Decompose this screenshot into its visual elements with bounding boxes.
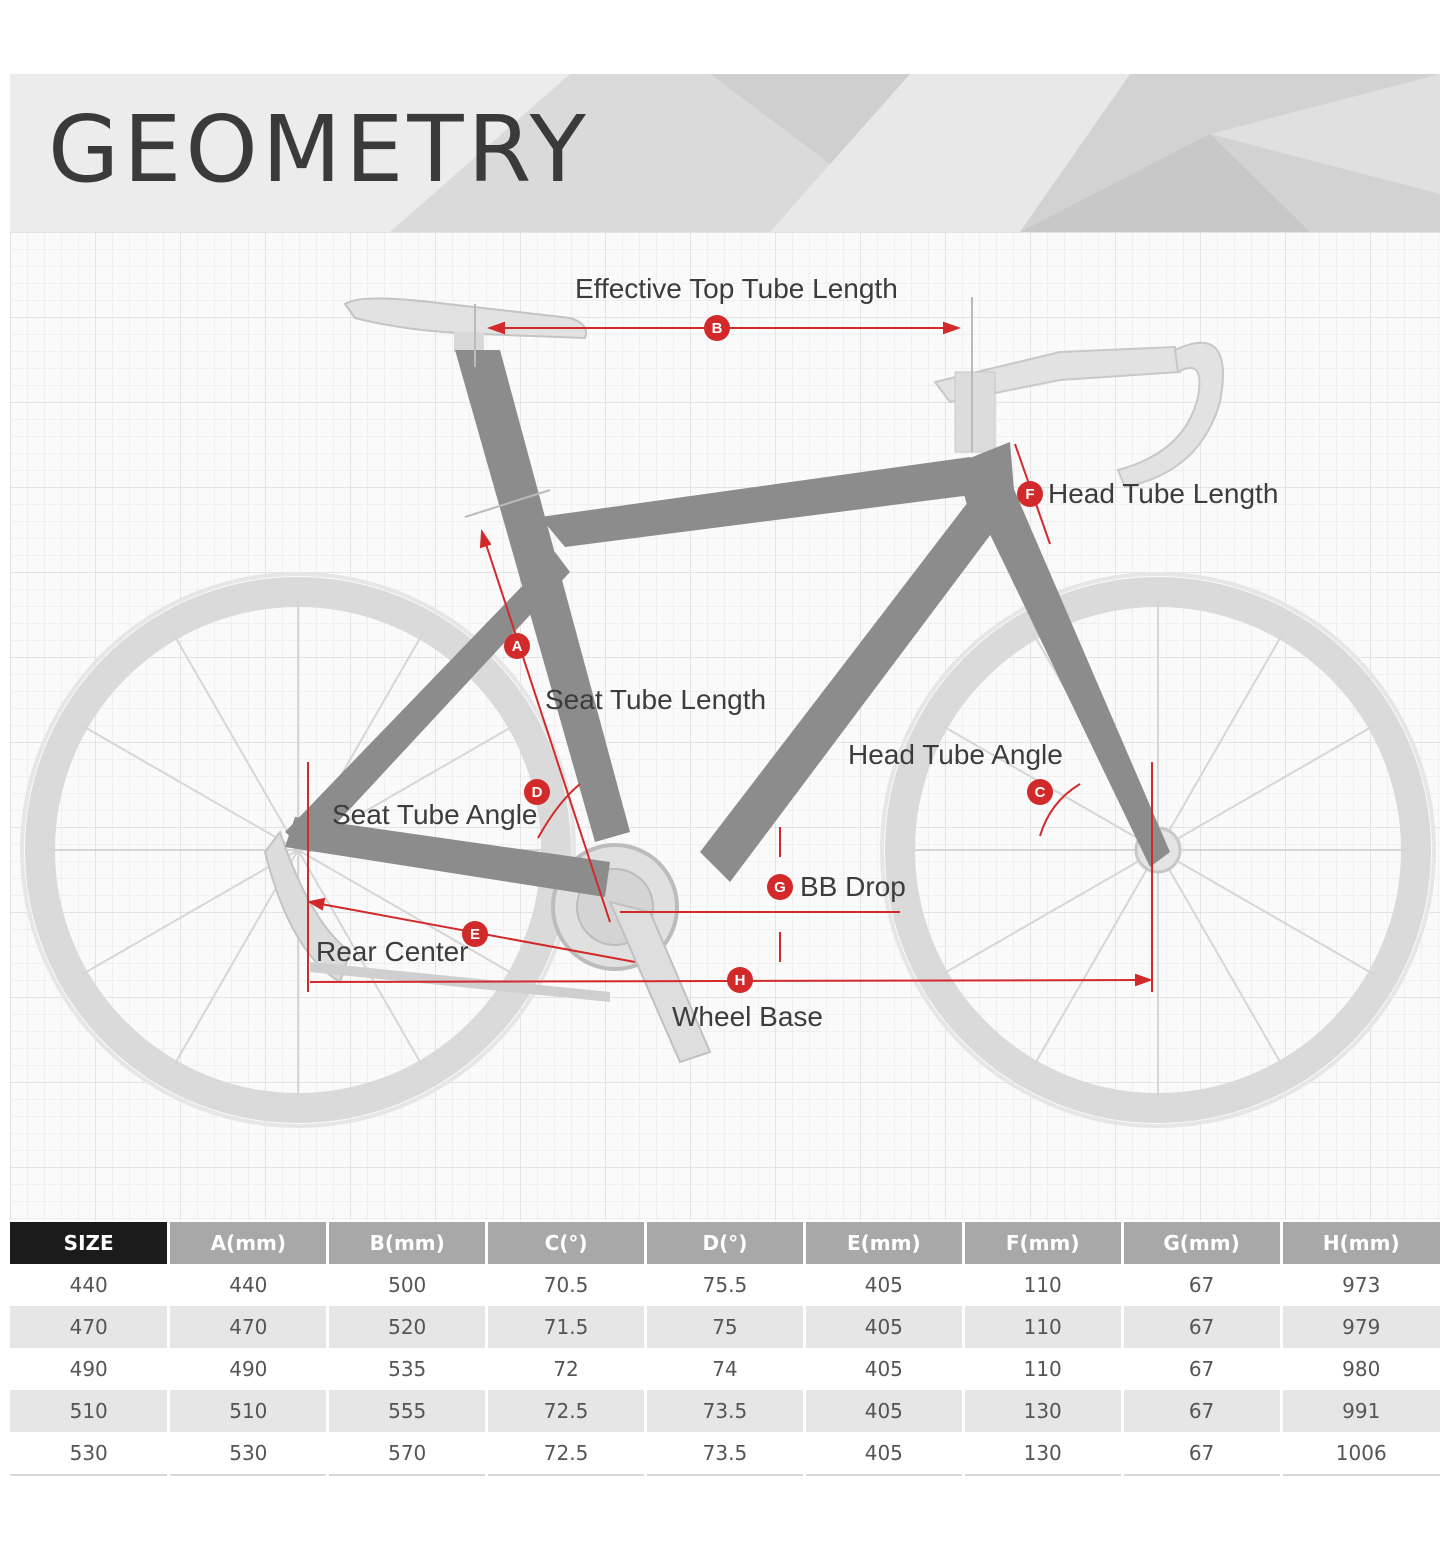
table-row <box>10 1432 1440 1475</box>
label-seat-tube-angle: Seat Tube Angle <box>332 799 538 830</box>
table-cell: 72 <box>487 1348 646 1390</box>
table-cell: 490 <box>10 1348 169 1390</box>
table-cell: 110 <box>963 1264 1122 1306</box>
col-header-b: B(mm) <box>328 1222 487 1264</box>
table-cell: 130 <box>963 1432 1122 1475</box>
col-header-g: G(mm) <box>1122 1222 1281 1264</box>
label-seat-tube-length: Seat Tube Length <box>545 684 767 715</box>
table-header-row <box>10 1222 1440 1264</box>
table-cell: 500 <box>328 1264 487 1306</box>
table-cell: 490 <box>169 1348 328 1390</box>
label-bb-drop: BB Drop <box>800 871 906 902</box>
table-cell: 470 <box>169 1306 328 1348</box>
table-row <box>10 1264 1440 1306</box>
marker-c <box>1027 779 1053 805</box>
label-rear-center: Rear Center <box>316 936 469 967</box>
svg-text:A: A <box>511 638 523 655</box>
svg-text:H: H <box>734 972 746 989</box>
table-cell: 75 <box>646 1306 805 1348</box>
table-cell: 979 <box>1281 1306 1440 1348</box>
table-cell: 67 <box>1122 1306 1281 1348</box>
table-cell: 405 <box>804 1306 963 1348</box>
marker-g <box>767 874 793 900</box>
col-header-e: E(mm) <box>804 1222 963 1264</box>
table-cell: 535 <box>328 1348 487 1390</box>
svg-text:E: E <box>469 926 481 943</box>
table-cell: 973 <box>1342 1273 1381 1297</box>
table-cell: 110 <box>963 1306 1122 1348</box>
geometry-table <box>10 1222 1440 1476</box>
table-cell: 510 <box>10 1390 169 1432</box>
marker-f <box>1017 481 1043 507</box>
table-cell: 555 <box>328 1390 487 1432</box>
marker-h <box>727 967 753 993</box>
table-cell: 520 <box>328 1306 487 1348</box>
table-row <box>10 1390 1440 1432</box>
col-header-d: D(°) <box>646 1222 805 1264</box>
col-header-a: A(mm) <box>169 1222 328 1264</box>
svg-text:G: G <box>774 879 786 896</box>
svg-text:D: D <box>531 784 543 801</box>
label-wheel-base: Wheel Base <box>672 1001 823 1032</box>
table-cell: 530 <box>169 1432 328 1475</box>
table-cell: 130 <box>963 1390 1122 1432</box>
table-cell: 405 <box>804 1264 963 1306</box>
table-cell: 110 <box>963 1348 1122 1390</box>
table-cell: 405 <box>804 1432 963 1475</box>
table-cell: 440 <box>10 1264 169 1306</box>
marker-b <box>704 315 730 341</box>
table-cell: 70.5 <box>487 1264 646 1306</box>
table-row <box>10 1306 1440 1348</box>
marker-a <box>504 633 530 659</box>
table-cell: 73.5 <box>646 1390 805 1432</box>
table-cell: 510 <box>169 1390 328 1432</box>
table-cell: 570 <box>328 1432 487 1475</box>
table-cell: 73.5 <box>646 1432 805 1475</box>
table-cell: 72.5 <box>487 1390 646 1432</box>
table-cell: 67 <box>1122 1432 1281 1475</box>
svg-text:C: C <box>1034 784 1046 801</box>
col-header-size: SIZE <box>10 1222 169 1264</box>
svg-text:B: B <box>711 320 723 337</box>
header-banner <box>10 74 1440 232</box>
col-header-f: F(mm) <box>963 1222 1122 1264</box>
table-cell: 470 <box>10 1306 169 1348</box>
col-header-h: H(mm) <box>1281 1222 1440 1264</box>
bike-geometry-diagram <box>10 232 1440 1220</box>
table-cell: 71.5 <box>487 1306 646 1348</box>
label-effective-top-tube-length: Effective Top Tube Length <box>575 273 898 304</box>
table-cell: 67 <box>1122 1390 1281 1432</box>
table-cell: 991 <box>1281 1390 1440 1432</box>
table-row <box>10 1348 1440 1390</box>
table-cell: 67 <box>1122 1264 1281 1306</box>
table-cell: 74 <box>646 1348 805 1390</box>
col-header-c: C(°) <box>487 1222 646 1264</box>
table-cell: 440 <box>169 1264 328 1306</box>
table-cell: 72.5 <box>487 1432 646 1475</box>
page-title: GEOMETRY <box>48 96 590 203</box>
table-cell: 67 <box>1122 1348 1281 1390</box>
svg-text:F: F <box>1025 486 1035 503</box>
label-head-tube-angle: Head Tube Angle <box>848 739 1063 770</box>
table-cell: 530 <box>10 1432 169 1475</box>
table-cell: 980 <box>1342 1357 1381 1381</box>
table-cell: 405 <box>804 1348 963 1390</box>
table-cell: 1006 <box>1281 1432 1440 1475</box>
table-cell: 75.5 <box>646 1264 805 1306</box>
table-cell: 405 <box>804 1390 963 1432</box>
label-head-tube-length: Head Tube Length <box>1048 478 1279 509</box>
